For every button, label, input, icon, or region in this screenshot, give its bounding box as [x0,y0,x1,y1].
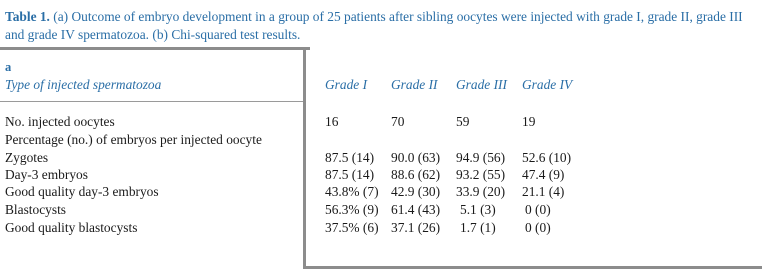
table-caption [5,8,745,44]
table-cell: 59 [456,114,470,129]
table-cell: 0 (0) [525,220,551,235]
row-label: Good quality blastocysts [5,220,138,235]
table-cell: 37.5% (6) [325,220,379,235]
top-rule [0,47,310,50]
row-label: Zygotes [5,150,49,165]
table-cell: 1.7 (1) [460,220,496,235]
table-cell: 33.9 (20) [456,184,506,199]
table-cell: 70 [391,114,405,129]
table-cell: 47.4 (9) [522,167,565,182]
table-cell: 61.4 (43) [391,202,441,217]
table-cell: 93.2 (55) [456,167,506,182]
table-cell: 37.1 (26) [391,220,441,235]
grade-header-3: Grade III [456,77,507,92]
row-label: Good quality day-3 embryos [5,184,159,199]
header-rule [0,101,303,102]
table-cell: 19 [522,114,536,129]
table-cell: 94.9 (56) [456,150,506,165]
column-divider [303,47,306,269]
table-cell: 90.0 (63) [391,150,441,165]
table-cell: 43.8% (7) [325,184,379,199]
table-cell: 21.1 (4) [522,184,565,199]
table-cell: 42.9 (30) [391,184,441,199]
table-cell: 0 (0) [525,202,551,217]
table-cell: 87.5 (14) [325,150,375,165]
row-label: Percentage (no.) of embryos per injected oocyte [5,132,262,147]
grade-header-4: Grade IV [522,77,573,92]
row-label: No. injected oocytes [5,114,115,129]
table-cell: 56.3% (9) [325,202,379,217]
table-cell: 5.1 (3) [460,202,496,217]
caption-text: (a) Outcome of embryo development in a group of 25 patients after sibling oocytes were injected with grade I, grade II, grade III and grade IV spermatozoa. (b) Chi-squared test results. [5,9,743,42]
table-cell: 87.5 (14) [325,167,375,182]
grade-header-2: Grade II [391,77,438,92]
grade-header-1: Grade I [325,77,368,92]
caption-label: Table 1. [5,9,50,24]
type-header: Type of injected spermatozoa [5,77,162,92]
table-cell: 88.6 (62) [391,167,441,182]
table-cell: 16 [325,114,339,129]
table-cell: 52.6 (10) [522,150,572,165]
row-label: Blastocysts [5,202,67,217]
part-label: a [5,60,12,74]
row-label: Day-3 embryos [5,167,88,182]
